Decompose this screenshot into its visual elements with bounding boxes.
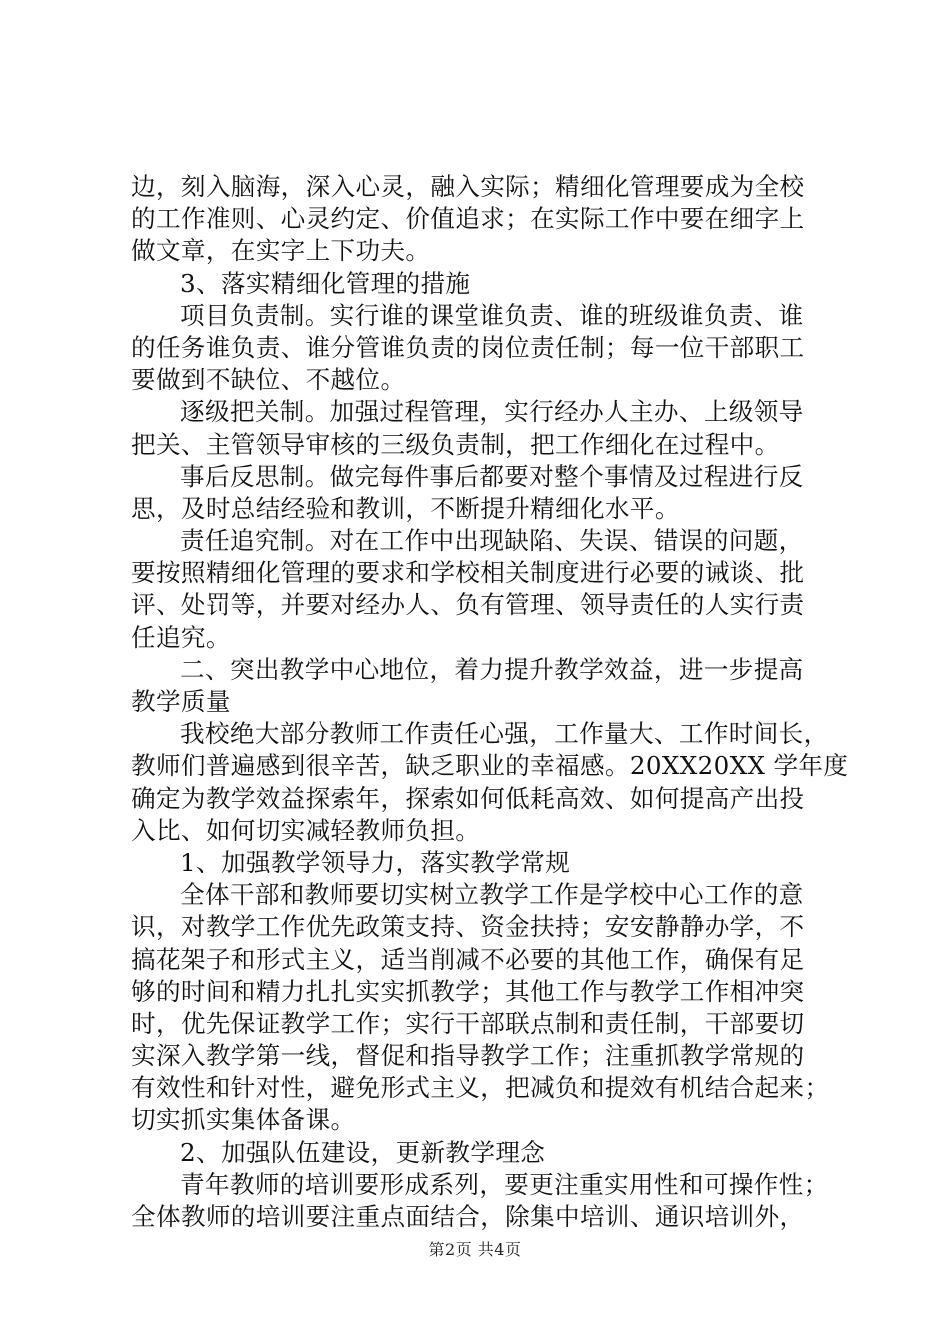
text-line: 项目负责制。实行谁的课堂谁负责、谁的班级谁负责、谁 bbox=[180, 300, 804, 330]
text-line: 我校绝大部分教师工作责任心强，工作量大、工作时间长， bbox=[180, 719, 829, 749]
text-line: 时，优先保证教学工作；实行干部联点制和责任制，干部要切 bbox=[131, 1008, 805, 1038]
text-line: 实深入教学第一线，督促和指导教学工作；注重抓教学常规的 bbox=[131, 1041, 805, 1071]
text-line: 评、处罚等，并要对经办人、负有管理、领导责任的人实行责 bbox=[131, 590, 805, 620]
text-line: 逐级把关制。加强过程管理，实行经办人主办、上级领导 bbox=[180, 397, 804, 427]
text-line: 入比、如何切实减轻教师负担。 bbox=[131, 815, 481, 845]
document-body bbox=[131, 171, 849, 1233]
text-line: 思，及时总结经验和教训，不断提升精细化水平。 bbox=[131, 493, 680, 523]
page-footer: 第2页 共4页 bbox=[428, 1240, 522, 1259]
text-line: 要按照精细化管理的要求和学校相关制度进行必要的诫谈、批 bbox=[131, 558, 805, 588]
text-line: 把关、主管领导审核的三级负责制，把工作细化在过程中。 bbox=[131, 429, 780, 459]
text-line: 边，刻入脑海，深入心灵，融入实际；精细化管理要成为全校 bbox=[131, 172, 805, 201]
text-line: 教师们普遍感到很辛苦，缺乏职业的幸福感。20XX20XX 学年度 bbox=[131, 751, 849, 781]
text-line: 事后反思制。做完每件事后都要对整个事情及过程进行反 bbox=[180, 461, 804, 491]
text-line: 切实抓实集体备课。 bbox=[131, 1105, 356, 1135]
text-line: 2、加强队伍建设，更新教学理念 bbox=[180, 1137, 546, 1167]
text-line: 识，对教学工作优先政策支持、资金扶持；安安静静办学，不 bbox=[131, 912, 805, 942]
text-line: 责任追究制。对在工作中出现缺陷、失误、错误的问题， bbox=[180, 526, 804, 556]
text-line: 做文章，在实字上下功夫。 bbox=[131, 236, 431, 266]
text-line: 青年教师的培训要形成系列，要更注重实用性和可操作性； bbox=[180, 1169, 829, 1199]
text-line: 全体教师的培训要注重点面结合，除集中培训、通识培训外， bbox=[131, 1202, 805, 1231]
text-line: 1、加强教学领导力，落实教学常规 bbox=[180, 847, 571, 877]
text-line: 全体干部和教师要切实树立教学工作是学校中心工作的意 bbox=[180, 880, 804, 910]
text-line: 搞花架子和形式主义，适当削减不必要的其他工作，确保有足 bbox=[131, 944, 805, 974]
text-line: 有效性和针对性，避免形式主义，把减负和提效有机结合起来； bbox=[131, 1073, 830, 1103]
text-line: 3、落实精细化管理的措施 bbox=[180, 268, 471, 298]
text-line: 的任务谁负责、谁分管谁负责的岗位责任制；每一位干部职工 bbox=[131, 332, 805, 362]
text-line: 任追究。 bbox=[131, 622, 231, 652]
text-line: 够的时间和精力扎扎实实抓教学；其他工作与教学工作相冲突 bbox=[131, 976, 805, 1006]
text-line: 要做到不缺位、不越位。 bbox=[131, 365, 406, 395]
text-line: 二、突出教学中心地位，着力提升教学效益，进一步提高 bbox=[180, 654, 804, 684]
text-line: 确定为教学效益探索年，探索如何低耗高效、如何提高产出投 bbox=[131, 783, 805, 813]
text-line: 教学质量 bbox=[131, 687, 231, 716]
text-line: 的工作准则、心灵约定、价值追求；在实际工作中要在细字上 bbox=[131, 204, 805, 234]
